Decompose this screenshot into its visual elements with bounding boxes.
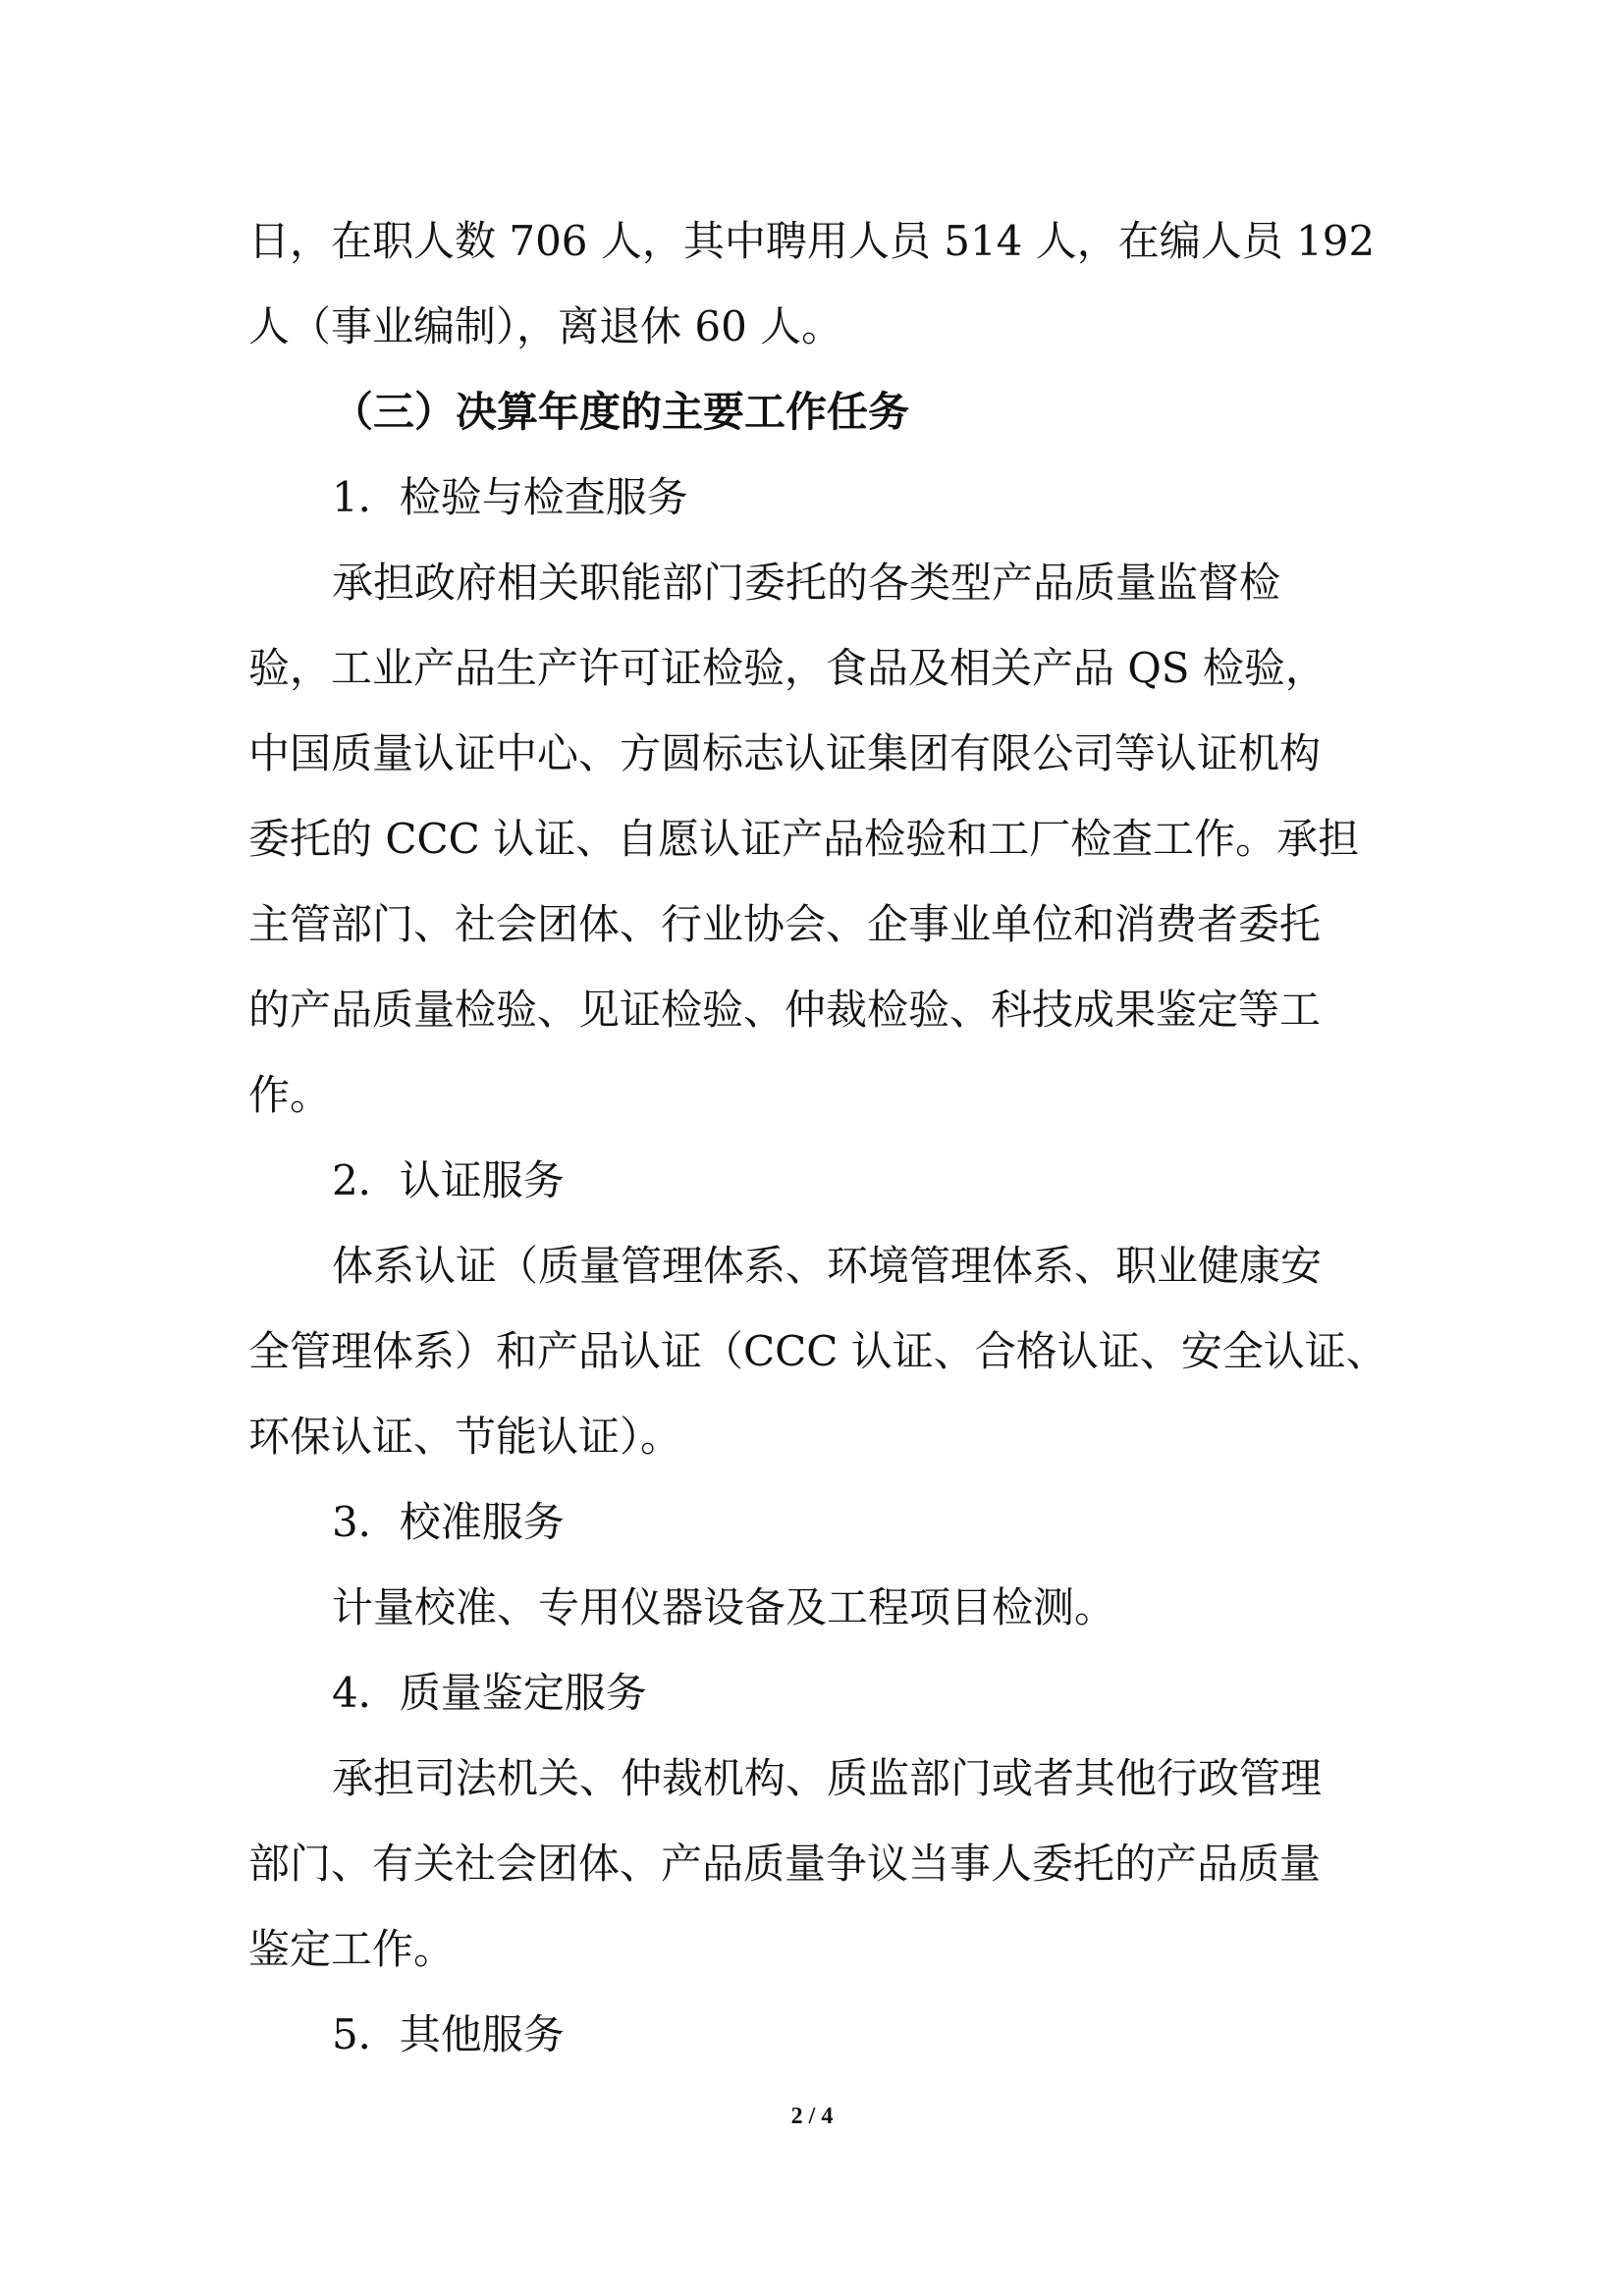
paragraph-line: 计量校准、专用仪器设备及工程项目检测。	[332, 1583, 1116, 1631]
paragraph-line: 环保认证、节能认证）。	[248, 1413, 682, 1461]
paragraph-line: 部门、有关社会团体、产品质量争议当事人委托的产品质量	[248, 1840, 1322, 1888]
paragraph-line	[248, 206, 1387, 277]
item-heading: 5．其他服务	[332, 2010, 565, 2058]
paragraph-line: 承担政府相关职能部门委托的各类型产品质量监督检	[332, 559, 1281, 607]
paragraph-line: 中国质量认证中心、方圆标志认证集团有限公司等认证机构	[248, 729, 1322, 777]
paragraph-line: 全管理体系）和产品认证（CCC 认证、合格认证、安全认证、	[248, 1327, 1387, 1375]
item-heading: 2．认证服务	[332, 1156, 565, 1204]
item-heading: 1．检验与检查服务	[332, 473, 688, 521]
paragraph-line: 作。	[248, 1071, 332, 1119]
paragraph-line: 的产品质量检验、见证检验、仲裁检验、科技成果鉴定等工	[248, 986, 1322, 1034]
paragraph-line: 人（事业编制），离退休 60 人。	[248, 302, 843, 350]
paragraph-line: 主管部门、社会团体、行业协会、企事业单位和消费者委托	[248, 900, 1322, 948]
paragraph-line: 体系认证（质量管理体系、环境管理体系、职业健康安	[332, 1242, 1323, 1290]
paragraph-line: 承担司法机关、仲裁机构、质监部门或者其他行政管理	[332, 1754, 1323, 1802]
paragraph-line: 验，工业产品生产许可证检验，食品及相关产品 QS 检验，	[248, 644, 1326, 692]
section-heading: （三）决算年度的主要工作任务	[332, 388, 910, 436]
page-number: 2 / 4	[790, 2104, 834, 2129]
paragraph-line: 委托的 CCC 认证、自愿认证产品检验和工厂检查工作。承担	[248, 815, 1360, 863]
item-heading: 3．校准服务	[332, 1498, 565, 1546]
item-heading: 4．质量鉴定服务	[332, 1669, 647, 1717]
line-text: 日，在职人数 706 人，其中聘用人员 514 人，在编人员 192	[248, 217, 1376, 265]
paragraph-line: 鉴定工作。	[248, 1925, 456, 1973]
